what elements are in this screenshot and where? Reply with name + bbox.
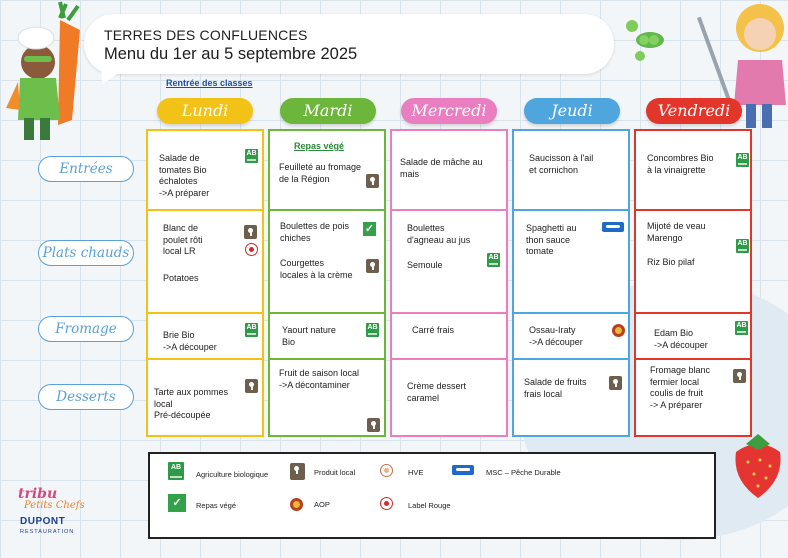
- menu-cell-vendredi-plat-1: Mijoté de veau Marengo: [647, 221, 706, 243]
- menu-cell-vendredi-dessert: Fromage blanc fermier local coulis de fruit -> A préparer: [650, 365, 711, 410]
- dupont-restauration-logo: RESTAURATION: [20, 529, 75, 535]
- menu-cell-jeudi-dessert: Salade de fruits frais local: [524, 377, 587, 399]
- menu-cell-mardi-entree: Feuilleté au fromage de la Région: [279, 162, 362, 184]
- bio-icon: AB: [168, 462, 184, 480]
- legend-hve-label: HVE: [408, 468, 424, 477]
- menu-cell-mercredi-dessert: Crème dessert caramel: [407, 381, 467, 403]
- menu-cell-lundi-fromage: Brie Bio ->A découper: [163, 330, 217, 352]
- legend-bio-label: Agriculture biologique: [196, 470, 269, 479]
- legend-box: [148, 452, 716, 539]
- label-rouge-icon: [245, 243, 258, 256]
- vege-icon: ✓: [168, 494, 186, 512]
- legend-aop-label: AOP: [314, 500, 330, 509]
- day-header-lundi: Lundi: [157, 98, 253, 124]
- menu-cell-vendredi-fromage: Edam Bio ->A découper: [654, 328, 708, 350]
- row-label-plats-chauds: Plats chauds: [38, 240, 134, 266]
- bio-icon: AB: [245, 149, 258, 163]
- menu-title: Menu du 1er au 5 septembre 2025: [104, 45, 358, 63]
- menu-cell-lundi-plat-1: Blanc de poulet rôti local LR: [163, 223, 203, 256]
- legend-lr-label: Label Rouge: [408, 501, 451, 510]
- petits-chefs-logo: Petits Chefs: [24, 500, 85, 511]
- menu-cell-lundi-plat-2: Potatoes: [163, 273, 199, 283]
- hve-icon: [380, 464, 393, 477]
- menu-cell-vendredi-entree: Concombres Bio à la vinaigrette: [647, 153, 714, 175]
- menu-cell-mercredi-entree: Salade de mâche au mais: [400, 157, 483, 179]
- day-header-mardi: Mardi: [280, 98, 376, 124]
- menu-cell-lundi-dessert: Tarte aux pommes local Pré-découpée: [154, 387, 229, 420]
- msc-icon: [452, 465, 474, 475]
- bio-icon: AB: [735, 321, 748, 335]
- day-column-jeudi: [512, 129, 630, 437]
- row-label-fromage: Fromage: [38, 316, 134, 342]
- aop-icon: [290, 498, 303, 511]
- dupont-logo: DUPONT: [20, 516, 66, 527]
- menu-cell-vendredi-plat-2: Riz Bio pilaf: [647, 257, 695, 267]
- menu-cell-jeudi-plat-1: Spaghetti au thon sauce tomate: [526, 223, 577, 256]
- bio-icon: AB: [366, 323, 379, 337]
- msc-icon: [602, 222, 624, 232]
- menu-cell-jeudi-fromage: Ossau-Iraty ->A découper: [529, 325, 583, 347]
- vege-icon: ✓: [364, 223, 375, 235]
- local-product-icon: [290, 463, 305, 480]
- menu-cell-mardi-plat-1: Boulettes de pois chiches: [280, 221, 350, 243]
- bio-icon: AB: [487, 253, 500, 267]
- menu-cell-mercredi-plat-2: Semoule: [407, 260, 443, 270]
- day-column-lundi: [146, 129, 264, 437]
- row-label-entrees: Entrées: [38, 156, 134, 182]
- day-header-vendredi: Vendredi: [646, 98, 742, 124]
- local-product-icon: [366, 259, 379, 273]
- header-bubble: [84, 14, 614, 74]
- vege-tag: Repas végé: [294, 141, 345, 151]
- menu-cell-mercredi-fromage: Carré frais: [412, 325, 455, 335]
- aop-icon: [612, 324, 625, 337]
- label-rouge-icon: [380, 497, 393, 510]
- menu-cell-mardi-fromage: Yaourt nature Bio: [282, 325, 336, 347]
- local-product-icon: [733, 369, 746, 383]
- organization-name: TERRES DES CONFLUENCES: [104, 27, 308, 43]
- rentree-note: Rentrée des classes: [166, 78, 253, 88]
- day-column-vendredi: [634, 129, 752, 437]
- day-header-mercredi: Mercredi: [401, 98, 497, 124]
- row-label-desserts: Desserts: [38, 384, 134, 410]
- legend-vege-label: Repas végé: [196, 501, 237, 510]
- menu-cell-mardi-plat-2: Courgettes locales à la crème: [280, 258, 353, 280]
- local-product-icon: [366, 174, 379, 188]
- local-product-icon: [244, 225, 257, 239]
- tribu-logo: tribu: [18, 486, 58, 502]
- strawberry-illustration: [728, 432, 788, 502]
- day-header-jeudi: Jeudi: [524, 98, 620, 124]
- menu-cell-mercredi-plat-1: Boulettes d'agneau au jus: [407, 223, 471, 245]
- legend-local-label: Produit local: [314, 468, 356, 477]
- bio-icon: AB: [245, 323, 258, 337]
- day-column-mardi: [268, 129, 386, 437]
- day-column-mercredi: [390, 129, 508, 437]
- local-product-icon: [245, 379, 258, 393]
- menu-cell-lundi-entree: Salade de tomates Bio échalotes ->A préparer: [159, 153, 210, 198]
- local-product-icon: [367, 418, 380, 432]
- bio-icon: AB: [736, 153, 749, 167]
- legend-msc-label: MSC – Pêche Durable: [486, 468, 561, 477]
- menu-cell-mardi-dessert: Fruit de saison local ->A décontaminer: [279, 368, 360, 390]
- menu-cell-jeudi-entree: Saucisson à l'ail et cornichon: [529, 153, 594, 175]
- chef-kid-carrot-illustration: [0, 0, 100, 145]
- bio-icon: AB: [736, 239, 749, 253]
- local-product-icon: [609, 376, 622, 390]
